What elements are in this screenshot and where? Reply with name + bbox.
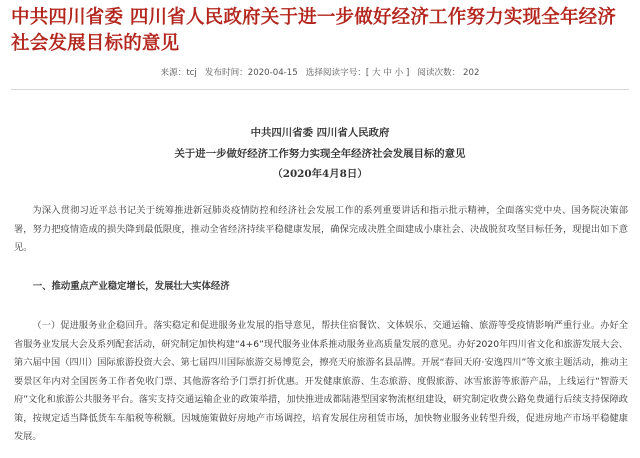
font-size-large-button[interactable]: 大 bbox=[371, 68, 381, 78]
font-size-small-button[interactable]: 小 bbox=[394, 68, 404, 78]
body-paragraph: （一）促进服务业企稳回升。落实稳定和促进服务业发展的指导意见，帮扶住宿餐饮、文体娱乐、交通运输、旅游等受疫情影响严重行业。办好全省服务业发展大会及系列配套活动，研究制定加快构建“4+6”现代服务业体系推动服务业高质量发展的意见。办好2020年四川省文化和旅游发展大会、第六届中国（四川）国际旅游投资大会、第七届四川国际旅游交易博览会，擦亮天府旅游名县品牌。开展“春回天府·安逸四川”等文旅主题活动，推动主要景区年内对全国医务工作者免收门票、其他游客给予门票打折优惠。开发健康旅游、生态旅游、度假旅游、冰雪旅游等旅游产品，上线运行“智游天府”文化和旅游公共服务平台。落实支持交通运输企业的政策举措，加快推进成都陆港型国家物流枢纽建设，研究制定收费公路免费通行后续支持保障政策，按规定适当降低货车车船税等税额。因城施策做好房地产市场调控，培育发展住房租赁市场，加快物业服务业转型升级，促进房地产市场平稳健康发展。 bbox=[14, 320, 628, 442]
font-size-medium-button[interactable]: 中 bbox=[383, 68, 392, 78]
font-size-bracket: ] bbox=[406, 68, 410, 78]
section-heading: 一、推动重点产业稳定增长，发展壮大实体经济 bbox=[32, 281, 230, 292]
publish-time: 发布时间：2020-04-15 bbox=[204, 68, 298, 78]
document-date: （2020年4月8日） bbox=[272, 168, 368, 180]
header-divider bbox=[11, 89, 629, 90]
document-issuer: 中共四川省委 四川省人民政府 bbox=[250, 127, 390, 139]
article-meta-bar bbox=[0, 66, 640, 80]
intro-paragraph: 为深入贯彻习近平总书记关于统筹推进新冠肺炎疫情防控和经济社会发展工作的系列重要讲话和指示批示精神，全面落实党中央、国务院决策部署，努力把疫情造成的损失降到最低限度，推动全省经济持续平稳健康发展，确保完成决胜全面建成小康社会、决战脱贫攻坚目标任务，现提出如下意见。 bbox=[14, 205, 628, 253]
font-size-label: 选择阅读字号：[ bbox=[305, 68, 370, 78]
view-count: 阅读次数： 202 bbox=[417, 68, 480, 78]
page-title: 中共四川省委 四川省人民政府关于进一步做好经济工作努力实现全年经济社会发展目标的意见 bbox=[11, 7, 617, 54]
document-subtitle: 关于进一步做好经济工作努力实现全年经济社会发展目标的意见 bbox=[174, 148, 466, 160]
source-label: 来源：tcj bbox=[160, 68, 197, 78]
